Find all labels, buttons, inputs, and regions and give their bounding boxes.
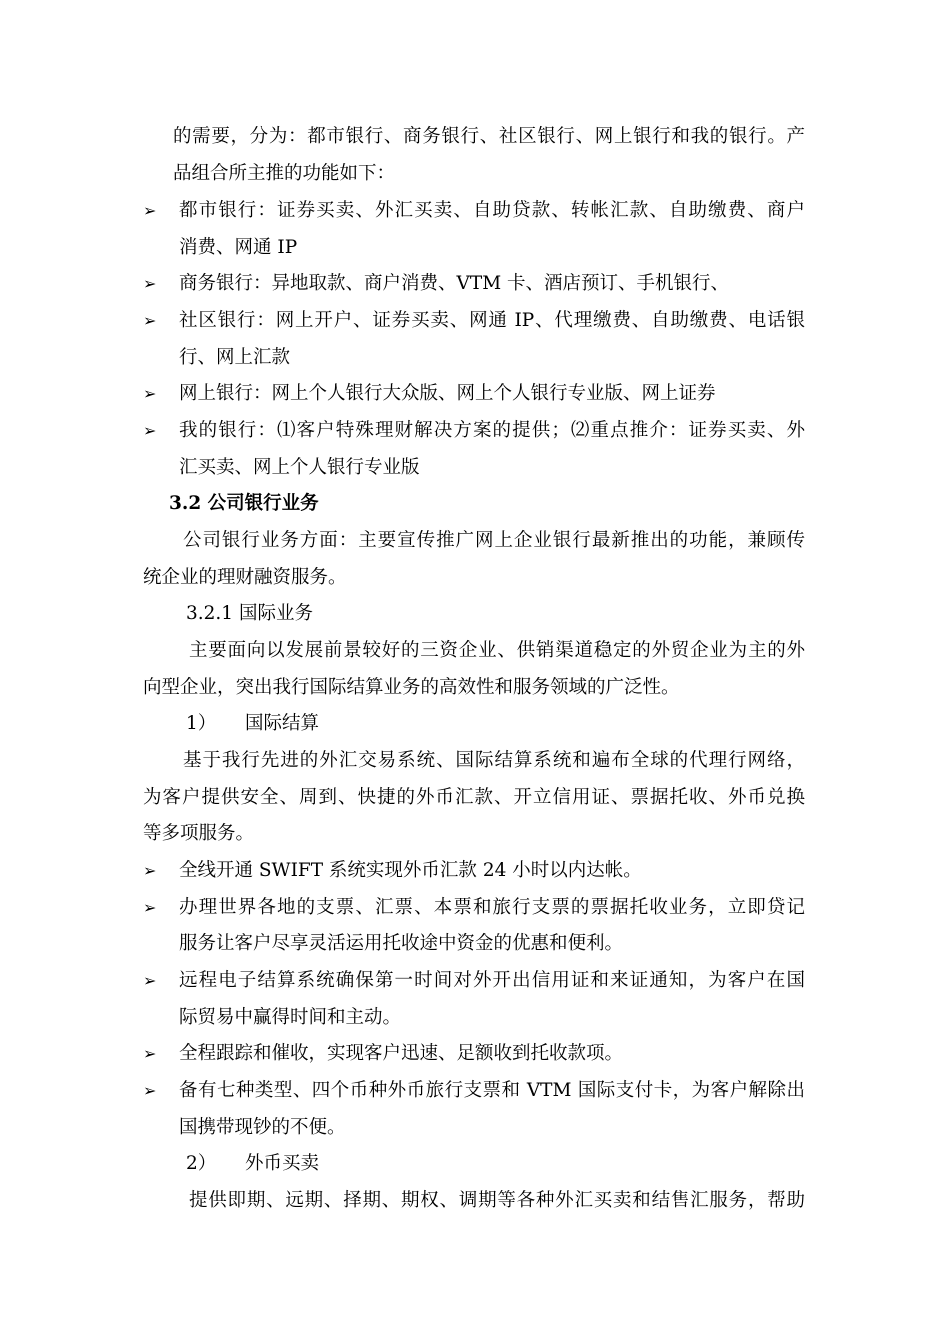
intl-bullet-3-line-2: 际贸易中赢得时间和主动。 (179, 1007, 402, 1028)
retail-bullet-3-line-1: 社区银行：网上开户、证券买卖、网通 IP、代理缴费、自助缴费、电话银 (179, 310, 805, 331)
bullet-arrow-icon: ➢ (143, 274, 157, 293)
bullet-arrow-icon: ➢ (143, 384, 157, 403)
bullet-arrow-icon: ➢ (143, 1044, 157, 1063)
section-3-2-1-para-line-1: 主要面向以发展前景较好的三资企业、供销渠道稳定的外贸企业为主的外 (189, 640, 805, 661)
intl-bullet-2-line-1: 办理世界各地的支票、汇票、本票和旅行支票的票据托收业务，立即贷记 (179, 897, 805, 918)
retail-bullet-5-line-2: 汇买卖、网上个人银行专业版 (179, 457, 420, 478)
item-2-title: 外币买卖 (245, 1153, 320, 1174)
item-1-para-line-3: 等多项服务。 (143, 823, 255, 844)
intl-bullet-5-line-2: 国携带现钞的不便。 (179, 1117, 346, 1138)
item-1-number: 1） (186, 713, 217, 734)
item-1-title: 国际结算 (245, 713, 320, 734)
section-3-2-number: 3.2 (169, 493, 202, 514)
item-2-para-line-1: 提供即期、远期、择期、期权、调期等各种外汇买卖和结售汇服务，帮助 (189, 1190, 805, 1211)
retail-bullet-1-line-2: 消费、网通 IP (179, 237, 298, 258)
intl-bullet-2-line-2: 服务让客户尽享灵活运用托收途中资金的优惠和便利。 (179, 933, 624, 954)
bullet-arrow-icon: ➢ (143, 898, 157, 917)
retail-bullet-1-line-1: 都市银行：证券买卖、外汇买卖、自助贷款、转帐汇款、自助缴费、商户 (179, 200, 805, 221)
bullet-arrow-icon: ➢ (143, 201, 157, 220)
item-1-para-line-1: 基于我行先进的外汇交易系统、国际结算系统和遍布全球的代理行网络， (183, 750, 805, 771)
intl-bullet-4-line-1: 全程跟踪和催收，实现客户迅速、足额收到托收款项。 (179, 1043, 624, 1064)
retail-bullet-5-line-1: 我的银行：⑴客户特殊理财解决方案的提供；⑵重点推介：证券买卖、外 (179, 420, 805, 441)
bullet-arrow-icon: ➢ (143, 971, 157, 990)
section-3-2-heading (169, 489, 319, 519)
item-2-number: 2） (186, 1153, 217, 1174)
retail-bullet-4-line-1: 网上银行：网上个人银行大众版、网上个人银行专业版、网上证券 (179, 383, 716, 404)
bullet-arrow-icon: ➢ (143, 861, 157, 880)
intl-bullet-3-line-1: 远程电子结算系统确保第一时间对外开出信用证和来证通知，为客户在国 (179, 970, 805, 991)
intl-bullet-5-line-1: 备有七种类型、四个币种外币旅行支票和 VTM 国际支付卡，为客户解除出 (179, 1080, 805, 1101)
bullet-arrow-icon: ➢ (143, 1081, 157, 1100)
section-3-2-title: 公司银行业务 (207, 493, 319, 514)
section-3-2-1-para-line-2: 向型企业，突出我行国际结算业务的高效性和服务领域的广泛性。 (143, 677, 680, 698)
retail-bullet-2-line-1: 商务银行：异地取款、商户消费、VTM 卡、酒店预订、手机银行、 (179, 273, 730, 294)
intl-bullet-1-line-1: 全线开通 SWIFT 系统实现外币汇款 24 小时以内达帐。 (179, 860, 642, 881)
intro-line-2: 品组合所主推的功能如下： (173, 163, 396, 184)
bullet-arrow-icon: ➢ (143, 311, 157, 330)
section-3-2-para-line-1: 公司银行业务方面：主要宣传推广网上企业银行最新推出的功能，兼顾传 (183, 530, 805, 551)
section-3-2-1-heading: 3.2.1 国际业务 (186, 603, 313, 624)
intro-line-1: 的需要，分为：都市银行、商务银行、社区银行、网上银行和我的银行。产 (173, 126, 805, 147)
retail-bullet-3-line-2: 行、网上汇款 (179, 347, 291, 368)
section-3-2-para-line-2: 统企业的理财融资服务。 (143, 567, 347, 588)
item-1-para-line-2: 为客户提供安全、周到、快捷的外币汇款、开立信用证、票据托收、外币兑换 (143, 787, 805, 808)
bullet-arrow-icon: ➢ (143, 421, 157, 440)
